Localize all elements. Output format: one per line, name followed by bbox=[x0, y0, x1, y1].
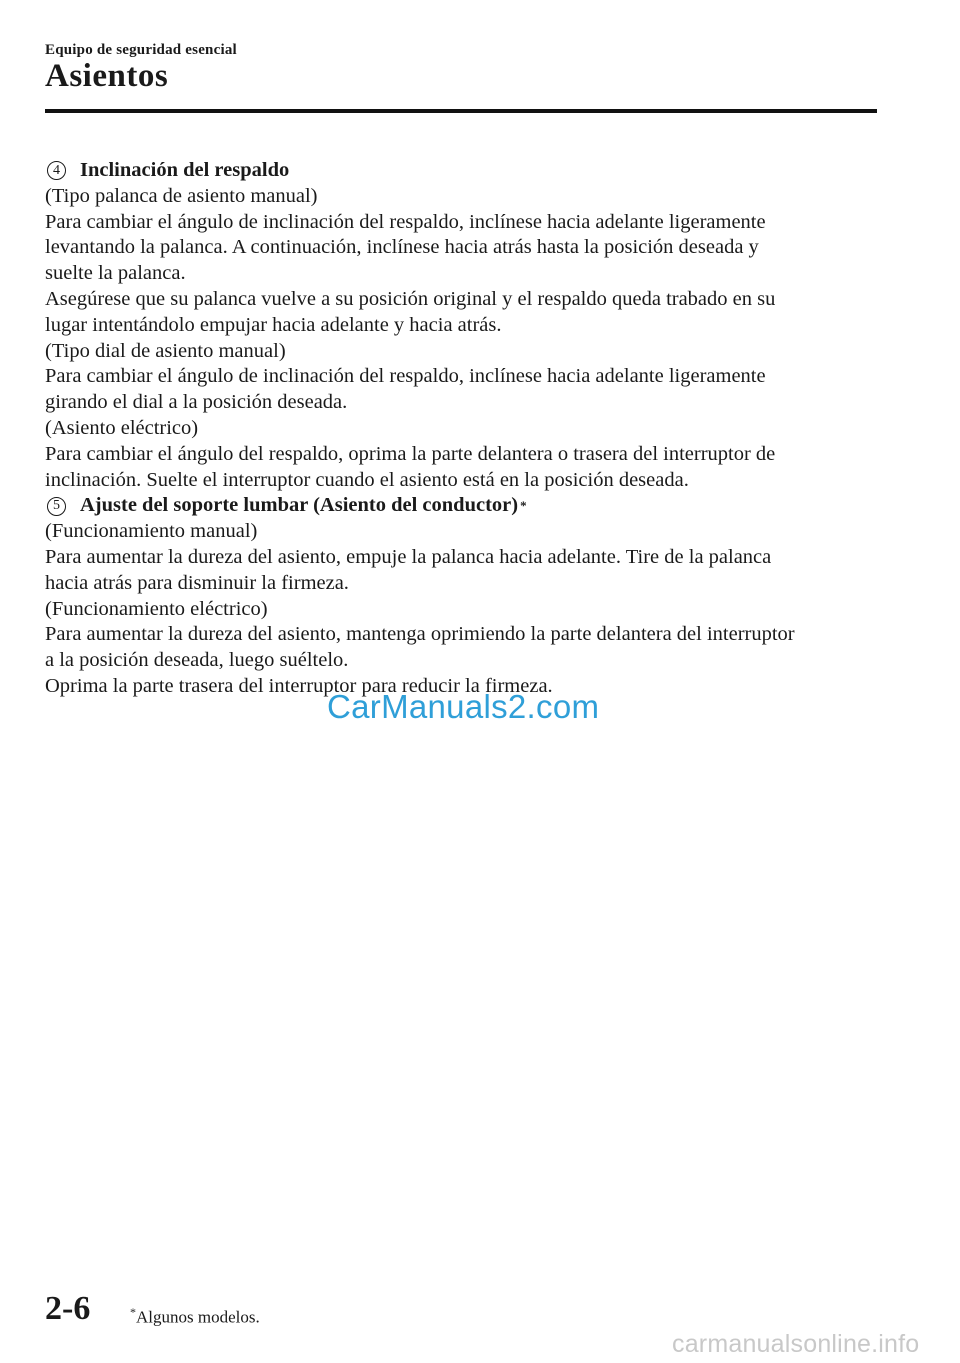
bottom-watermark: carmanualsonline.info bbox=[672, 1330, 920, 1358]
page-title: Asientos bbox=[45, 58, 169, 94]
section-4-heading bbox=[45, 158, 885, 184]
paragraph-line: inclinación. Suelte el interruptor cuando el asiento está en la posición deseada. bbox=[45, 468, 689, 491]
paragraph-line: girando el dial a la posición deseada. bbox=[45, 391, 348, 414]
asterisk-icon: * bbox=[130, 1305, 136, 1319]
paragraph-line: Para cambiar el ángulo de inclinación del respaldo, inclínese hacia adelante ligeramente bbox=[45, 210, 766, 233]
paragraph-line: (Funcionamiento manual) bbox=[45, 520, 258, 543]
asterisk-icon: * bbox=[520, 498, 527, 514]
paragraph-line: suelte la palanca. bbox=[45, 262, 186, 285]
paragraph-line: Oprima la parte trasera del interruptor para reducir la firmeza. bbox=[45, 674, 553, 697]
section-5-title: Ajuste del soporte lumbar (Asiento del conductor) bbox=[80, 494, 519, 517]
paragraph-line: (Asiento eléctrico) bbox=[45, 416, 199, 439]
paragraph-line: (Tipo palanca de asiento manual) bbox=[45, 184, 318, 207]
paragraph-line: Para aumentar la dureza del asiento, mantenga oprimiendo la parte delantera del interruptor bbox=[45, 623, 795, 646]
section-4-title: Inclinación del respaldo bbox=[80, 159, 290, 181]
section-label: Equipo de seguridad esencial bbox=[45, 42, 237, 58]
page-number: 2-6 bbox=[45, 1290, 91, 1327]
footnote bbox=[130, 1305, 260, 1328]
paragraph-line: Para cambiar el ángulo del respaldo, oprima la parte delantera o trasera del interruptor de bbox=[45, 442, 776, 465]
site-watermark: CarManuals2.com bbox=[327, 688, 600, 725]
footnote-text: Algunos modelos. bbox=[136, 1307, 260, 1327]
paragraph-line: (Funcionamiento eléctrico) bbox=[45, 597, 268, 620]
circled-number-4-icon: 4 bbox=[47, 161, 66, 180]
paragraph-line: Asegúrese que su palanca vuelve a su posición original y el respaldo queda trabado en su bbox=[45, 287, 776, 310]
paragraph-line: Para aumentar la dureza del asiento, empuje la palanca hacia adelante. Tire de la palanca bbox=[45, 545, 772, 568]
circled-number-5-icon: 5 bbox=[47, 497, 66, 516]
header-divider bbox=[45, 109, 877, 113]
section-5-heading bbox=[45, 493, 885, 519]
paragraph-line: hacia atrás para disminuir la firmeza. bbox=[45, 571, 349, 594]
paragraph-line: (Tipo dial de asiento manual) bbox=[45, 339, 286, 362]
paragraph-line: lugar intentándolo empujar hacia adelante y hacia atrás. bbox=[45, 313, 502, 336]
content-body bbox=[45, 158, 885, 700]
paragraph-line: a la posición deseada, luego suéltelo. bbox=[45, 649, 349, 672]
paragraph-line: levantando la palanca. A continuación, inclínese hacia atrás hasta la posición deseada y bbox=[45, 236, 759, 259]
paragraph-line: Para cambiar el ángulo de inclinación del respaldo, inclínese hacia adelante ligeramente bbox=[45, 365, 766, 388]
